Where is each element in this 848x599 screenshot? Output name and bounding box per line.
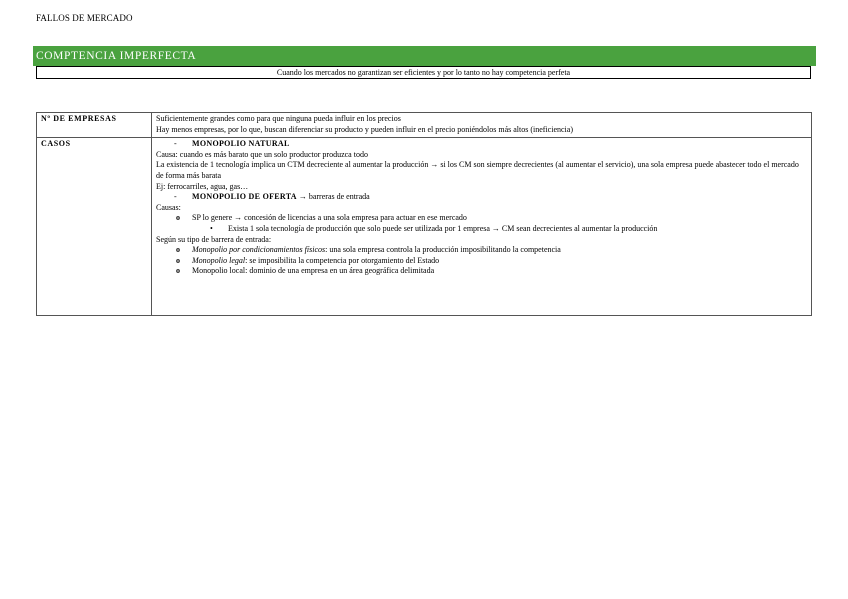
list-item-natural [156,139,808,150]
list-item [156,256,808,267]
list-item-emphasis: Monopolio por condicionamientos físicos [192,245,326,255]
list-item-text: Exista 1 sola tecnología de producción que solo puede ser utilizada por 1 empresa → CM sean decrecientes al aumentar la producción [228,223,658,233]
section-subtitle: Cuando los mercados no garantizan ser eficientes y por lo tanto no hay competencia perfeta [36,66,811,79]
list-item-text: : una sola empresa controla la producción imposibilitando la competencia [325,245,561,255]
list-item [156,213,808,224]
text-line: Ej: ferrocarriles, agua, gas… [156,181,249,191]
dash-icon: - [174,192,177,202]
text-paragraph: La existencia de 1 tecnología implica un CTM decreciente al aumentar la producción → si los CM son siempre decrecientes (al aumentar el servicio), una sola empresa puede abastecer todo el mercado de forma más barata [156,160,799,180]
list-item [156,245,808,256]
section-header: COMPTENCIA IMPERFECTA [33,46,816,66]
text-line: Según su tipo de barrera de entrada: [156,234,272,244]
circle-bullet-icon: o [176,245,180,255]
list-item [156,224,808,235]
circle-bullet-icon: o [176,255,180,265]
circle-bullet-icon: o [176,213,180,223]
list-item-text: Monopolio local: dominio de una empresa en un área geográfica delimitada [192,266,435,276]
row-content-casos [152,138,812,316]
oferta-suffix: → barreras de entrada [296,192,370,202]
list-item-oferta [156,192,808,203]
table-row [37,113,812,138]
circle-bullet-icon: o [176,266,180,276]
monopolio-natural-title: MONOPOLIO NATURAL [192,139,290,149]
list-item-text: : se imposibilita la competencia por otorgamiento del Estado [245,255,440,265]
list-item [156,266,808,277]
monopolio-oferta-title: MONOPOLIO DE OFERTA [192,192,297,202]
document-title: FALLOS DE MERCADO [36,13,133,23]
text-line: Suficientemente grandes como para que ninguna pueda influir en los precios [156,114,401,123]
row-label-casos: CASOS [37,138,152,316]
list-item-emphasis: Monopolio legal [192,255,246,265]
content-table [36,112,812,316]
row-label-empresas: Nº DE EMPRESAS [37,113,152,138]
text-line: Hay menos empresas, por lo que, buscan diferenciar su producto y pueden influir en el precio poniéndolos más altos (ineficiencia) [156,124,573,134]
row-content-empresas [152,113,812,138]
table-row [37,138,812,316]
text-line: Causa: cuando es más barato que un solo productor produzca todo [156,149,368,159]
list-item-text: SP lo genere → concesión de licencias a una sola empresa para actuar en ese mercado [192,213,467,223]
filled-bullet-icon: • [210,223,213,233]
text-line: Causas: [156,202,181,212]
dash-icon: - [174,139,177,149]
